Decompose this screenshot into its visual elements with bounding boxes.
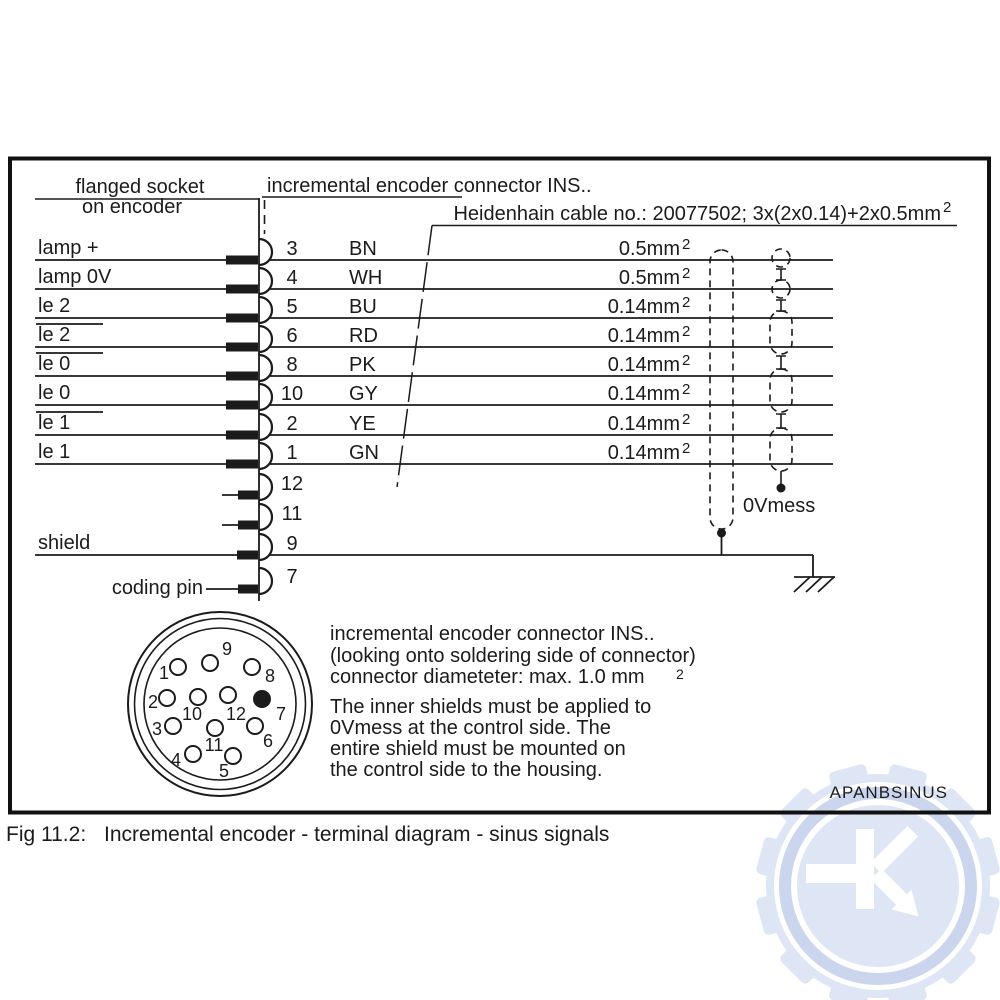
note-caption-line2: (looking onto soldering side of connector) — [330, 645, 696, 667]
connector-title: incremental encoder connector INS.. — [267, 175, 592, 197]
note-caption-superscript: 2 — [676, 666, 684, 682]
signal-label: le 2 — [38, 295, 71, 317]
pin-row-9-shield — [35, 532, 813, 560]
pin-number: 10 — [280, 383, 304, 405]
pin-row-12 — [222, 473, 303, 500]
pin-number: 4 — [286, 267, 298, 289]
coding-pin-filled — [253, 690, 271, 708]
wire-gauge: 0.5mm — [618, 267, 680, 289]
pin-label-1: 1 — [158, 663, 170, 683]
pin-hole-10 — [190, 689, 206, 705]
wire-row-pin8 — [35, 352, 833, 381]
wire-gauge-superscript: 2 — [682, 323, 691, 340]
note-caption-line1: incremental encoder connector INS.. — [330, 623, 655, 645]
wire-gauge-superscript: 2 — [682, 381, 691, 398]
wire-gauge: 0.5mm — [618, 238, 680, 260]
wire-row-pin6 — [35, 323, 833, 352]
pin-hole-11 — [207, 720, 223, 736]
pin-number: 3 — [286, 238, 298, 260]
wire-color-code: GY — [349, 383, 378, 405]
overall-shield — [710, 250, 733, 555]
pin-label-4: 4 — [170, 750, 182, 770]
wire-gauge: 0.14mm — [607, 325, 680, 347]
wire-row-pin2 — [35, 411, 833, 440]
pin-hole-8 — [244, 659, 260, 675]
pin-row-7-coding-pin — [112, 566, 298, 599]
figure-caption-title: Incremental encoder - terminal diagram - sinus signals — [104, 823, 610, 846]
pin-number: 8 — [286, 354, 298, 376]
pin-hole-1 — [170, 659, 186, 675]
wire-gauge-superscript: 2 — [682, 411, 691, 428]
flanged-socket-title-line2: on encoder — [81, 196, 183, 218]
cable-note-superscript: 2 — [943, 199, 952, 216]
wire-color-code: BN — [349, 238, 377, 260]
wire-gauge-superscript: 2 — [682, 265, 691, 282]
pin-hole-9 — [202, 655, 218, 671]
pin-label-10: 10 — [181, 704, 203, 724]
wire-gauge: 0.14mm — [607, 442, 680, 464]
wire-gauge-superscript: 2 — [682, 236, 691, 253]
pin-row-11 — [222, 503, 302, 530]
pin-label-12: 12 — [225, 704, 247, 724]
pin-label-6: 6 — [262, 731, 274, 751]
pin-label-9: 9 — [221, 639, 233, 659]
pin-number: 9 — [286, 533, 298, 555]
wire-gauge-superscript: 2 — [682, 440, 691, 457]
wire-row-pin5 — [35, 294, 833, 323]
pin-label-7: 7 — [275, 704, 287, 724]
wire-gauge: 0.14mm — [607, 383, 680, 405]
pin-hole-2 — [159, 690, 175, 706]
wire-gauge-superscript: 2 — [682, 294, 691, 311]
pin-number: 2 — [286, 413, 298, 435]
wire-color-code: YE — [349, 413, 376, 435]
pin-label-11: 11 — [204, 735, 224, 755]
wire-row-pin3 — [35, 236, 833, 265]
connector-notes — [330, 623, 696, 781]
pin-number: 1 — [286, 442, 298, 464]
pin-label-5: 5 — [218, 761, 230, 781]
signal-label: le 1 — [38, 441, 71, 463]
pin-label-2: 2 — [147, 692, 159, 712]
lower-pin-rows — [35, 473, 816, 599]
signal-label: lamp 0V — [38, 266, 112, 288]
wire-gauge-superscript: 2 — [682, 352, 691, 369]
wire-color-code: RD — [349, 325, 378, 347]
ovmess-junction-dot — [777, 484, 786, 493]
note-line2: 0Vmess at the control side. The — [330, 717, 611, 739]
wire-rows — [35, 236, 833, 469]
signal-label: le 0 — [38, 353, 71, 375]
wire-color-code: GN — [349, 442, 379, 464]
signal-label: le 1 — [38, 412, 71, 434]
pin-hole-12 — [220, 687, 236, 703]
wire-color-code: BU — [349, 296, 377, 318]
wire-gauge: 0.14mm — [607, 413, 680, 435]
shield-label: shield — [38, 532, 91, 554]
pin-hole-4 — [185, 746, 201, 762]
watermark-text: APANBSINUS — [829, 783, 948, 802]
pin-hole-6 — [247, 718, 263, 734]
signal-label: le 0 — [38, 382, 71, 404]
coding-pin-label: coding pin — [111, 577, 203, 599]
pin-hole-3 — [165, 718, 181, 734]
note-line1: The inner shields must be applied to — [330, 696, 652, 718]
wire-color-code: PK — [349, 354, 376, 376]
signal-label: lamp + — [38, 237, 99, 259]
pin-number: 7 — [286, 566, 298, 588]
wire-row-pin4 — [35, 265, 833, 294]
pin-number: 12 — [280, 473, 304, 495]
wire-color-code: WH — [349, 267, 383, 289]
cable-note: Heidenhain cable no.: 20077502; 3x(2x0.14)+2x0.5mm — [453, 203, 941, 225]
note-line3: entire shield must be mounted on — [330, 738, 626, 760]
signal-label: le 2 — [38, 324, 71, 346]
note-caption-line3: connector diameteter: max. 1.0 mm — [330, 666, 645, 688]
flanged-socket-title-line1: flanged socket — [75, 176, 205, 198]
ovmess-label: 0Vmess — [743, 495, 816, 517]
pin-label-3: 3 — [151, 719, 163, 739]
earth-ground-symbol — [794, 555, 835, 592]
wire-gauge: 0.14mm — [607, 354, 680, 376]
wire-row-pin10 — [35, 381, 833, 410]
wire-row-pin1 — [35, 440, 833, 469]
pin-label-8: 8 — [264, 666, 276, 686]
note-line4: the control side to the housing. — [330, 759, 603, 781]
pin-number: 11 — [281, 503, 303, 525]
pin-number: 6 — [286, 325, 298, 347]
cable-boundary-slash — [397, 226, 432, 488]
connector-face-view — [128, 612, 312, 796]
figure-caption-prefix: Fig 11.2: — [6, 823, 87, 846]
pin-number: 5 — [286, 296, 298, 318]
wire-gauge: 0.14mm — [607, 296, 680, 318]
